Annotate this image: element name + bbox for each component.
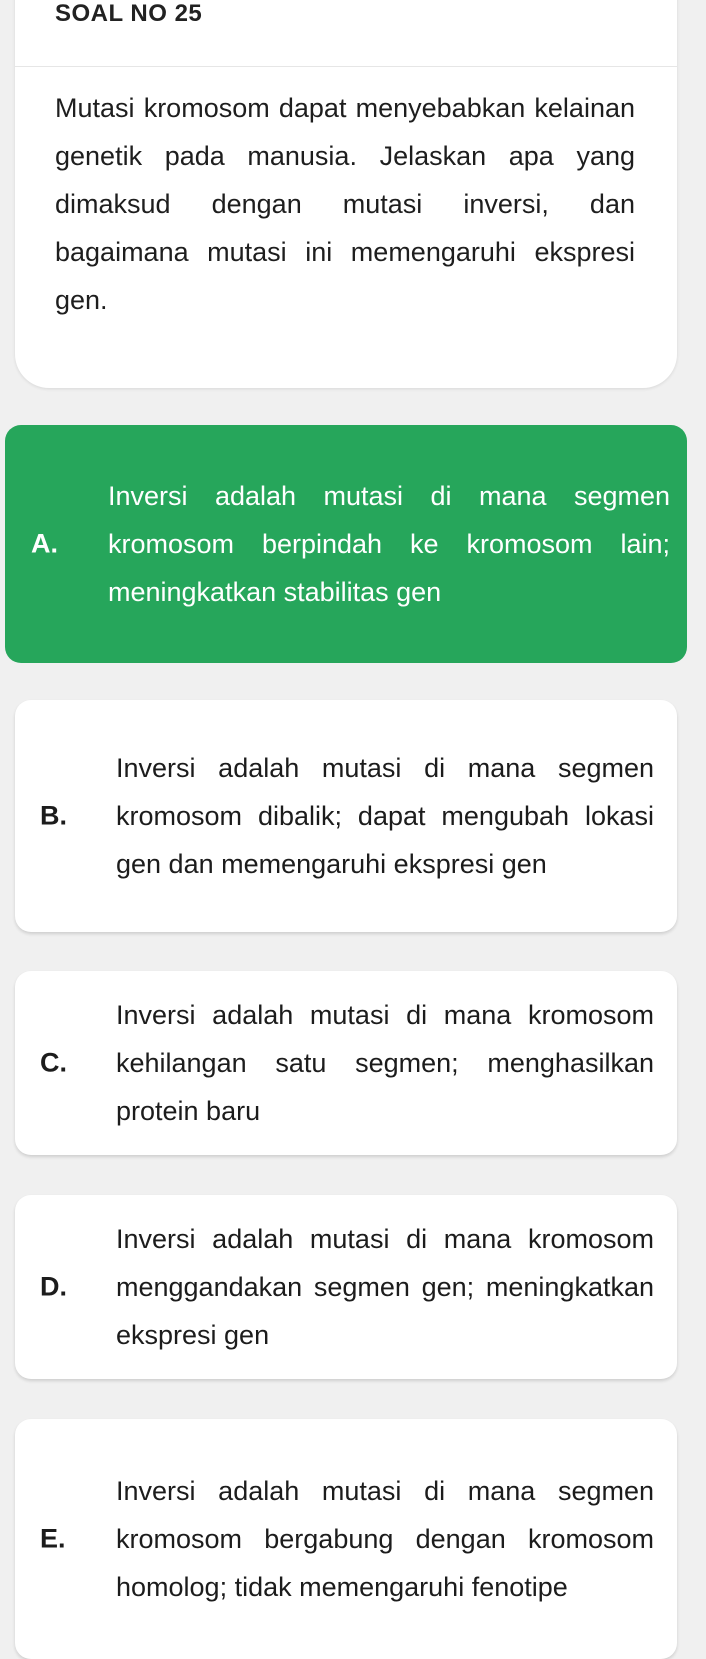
option-letter: B. [40,800,67,831]
option-letter: D. [40,1271,67,1302]
option-letter: A. [31,528,58,559]
option-letter: C. [40,1047,67,1078]
option-e[interactable] [15,1419,677,1659]
option-c[interactable] [15,971,677,1155]
option-a[interactable] [5,425,687,663]
option-letter: E. [40,1523,66,1554]
option-d[interactable] [15,1195,677,1379]
option-text: Inversi adalah mutasi di mana segmen kromosom dibalik; dapat mengubah lokasi gen dan memengaruhi ekspresi gen [116,753,654,879]
question-text: Mutasi kromosom dapat menyebabkan kelainan genetik pada manusia. Jelaskan apa yang dimaksud dengan mutasi inversi, dan bagaimana mutasi ini memengaruhi ekspresi gen. [55,93,635,315]
question-card [15,0,677,388]
option-text: Inversi adalah mutasi di mana segmen kromosom berpindah ke kromosom lain; meningkatkan stabilitas gen [108,481,670,607]
question-number: SOAL NO 25 [55,0,203,27]
question-header [15,0,677,67]
option-text: Inversi adalah mutasi di mana segmen kromosom bergabung dengan kromosom homolog; tidak memengaruhi fenotipe [116,1476,654,1602]
option-text: Inversi adalah mutasi di mana kromosom kehilangan satu segmen; menghasilkan protein baru [116,1000,654,1126]
option-text: Inversi adalah mutasi di mana kromosom menggandakan segmen gen; meningkatkan ekspresi gen [116,1224,654,1350]
option-b[interactable] [15,700,677,932]
